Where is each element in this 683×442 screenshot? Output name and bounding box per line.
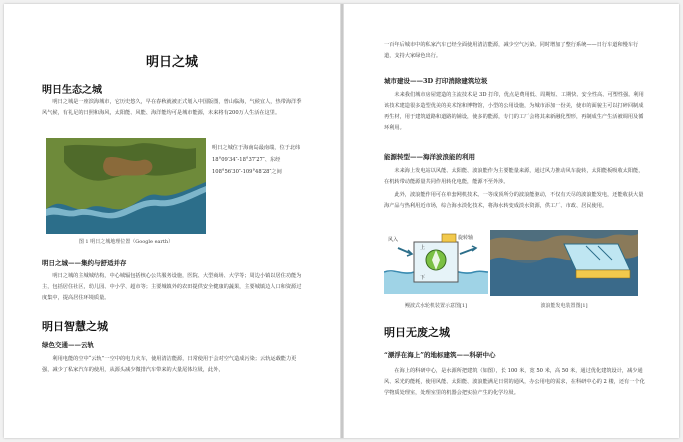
section-paragraph-3d-printing: 未来我们城市房屋建造的主流技术是 3D 打印，优点是费用低、周期短、工期快、安全性高、可塑性强。利用该技术建造很多造型优美的美术馆和博物馆，小型的公用设施，为城市添加一份美，使市的面貌主可以打碎回制成再生材，用于建筑道路和道路的铺设，使多的能源，专门的工厂会将其来新融化塑形，再制成生产生活被调用及循环利用。 [384,92,644,131]
satellite-map-image [46,138,206,234]
figure-left-caption: 鳗波式水轮机装置示意图[1] [404,303,468,309]
left-page [4,4,340,438]
paragraph-research-center: 在海上的科研中心，是水源所把建筑（如图），长 100 米，宽 50 米，高 50 米，通过优化建筑设计，减少通风、采光的能耗，使用风能、太阳能、波浪能满足日常的通风，办公用电的需求，在科研中心的 2 楼，还有一个化学物质处理室，处理室里的机器会把实验产生的化学垃圾。 [384,368,645,396]
wave-power-photo [490,230,638,296]
right-page [344,4,679,438]
continued-paragraph-transport: 一百年后城市中的私家汽车已经全面使用清洁能源，减少空气污染。同时增加了整行系统——日行车道和慢车行道，支持大家绿色出行。 [384,42,639,59]
section-heading-wave-energy: 能源转型——海洋波浪能的利用 [384,153,475,161]
wave-power-graphic [490,230,638,296]
section-heading-smart-city: 明日智慧之城 [42,320,108,333]
section-heading-3d-printing: 城市建设——3D 打印消除建筑垃圾 [384,77,488,85]
subheading-research-center: “漂浮在海上”的地标建筑——科研中心 [384,351,496,359]
document-spread [4,4,679,438]
location-description: 明日之城位于海南岛最南端，位于北纬 18°09′34″-18°37′27″、东经 108°56′30″-109°48′28″之间 [212,145,301,175]
diagram-label-up: 上 [420,245,426,251]
diagram-label-wind: 风入 [388,237,399,243]
diagram-label-rotor: 旋转轴 [458,235,474,241]
wave-turbine-graphic [384,232,488,294]
page-title: 明日之城 [145,55,198,70]
paragraph-green-transport: 利用电能的空中“云轨”一空中的电力火车，使用清洁能源，日常使用于会对空气造成污染；云轨运载能力更强，减少了私家汽车的使用，从源头减少微排汽车带来的大量尾体垃圾，此外， [42,356,297,373]
section-paragraph-ecology: 明日之城是一座滨海城市，它历史悠久，早在春秋就被正式划入中国版图，曾山临海，气候宜人，热带海洋季风气候，有礼足的日照和海风，太阳能、风能、海洋能均可是城市能源，未来将有200万人生活在这里。 [42,99,302,116]
figure-right-caption: 波浪能发电装置图[1] [540,303,588,309]
section-heading-compact-city: 明日之城——集约与舒适并存 [42,259,127,267]
wave-turbine-diagram [384,232,488,294]
section-heading-ecology: 明日生态之城 [42,85,102,96]
section-heading-zero-waste: 明日无废之城 [384,326,450,339]
satellite-map-graphic [46,138,206,234]
subheading-green-transport: 绿色交通——云轨 [42,341,94,349]
section-paragraph-wave-energy-2: 此外，波浪能作用可在单套网机技术。一等成顶所分的波浪能驱动，不仅有天尽的波浪能发电，还能收获大量海产品与热利用近市场，综合海水淡化技术，将海水转变成淡水资源，供工厂、市政、居民使用。 [384,192,644,209]
diagram-label-down: 下 [420,275,426,281]
section-paragraph-compact-city: 明日之城的主城城结构，中心城辐包括核心公共服务设施，医院、大型商场、大学等；周边小镇以居住功能为主，包括居住社区，幼儿园、中小学、超市等；主要城镇外的农田提供安全健康的蔬果，主要城镇边人口和资源过度集中，提高居住环境质量。 [42,273,302,301]
figure-1-caption: 图 1 明日之城地理位置（Google earth） [78,239,174,245]
section-paragraph-wave-energy-1: 未来海上发电站以风能、太阳能、波浪能作为主要能量来源，通过风力推动风车旋转，太阳能板吸收太阳能，在机转带动能源量共同作用转化电能，能源不至外涉。 [384,168,644,185]
